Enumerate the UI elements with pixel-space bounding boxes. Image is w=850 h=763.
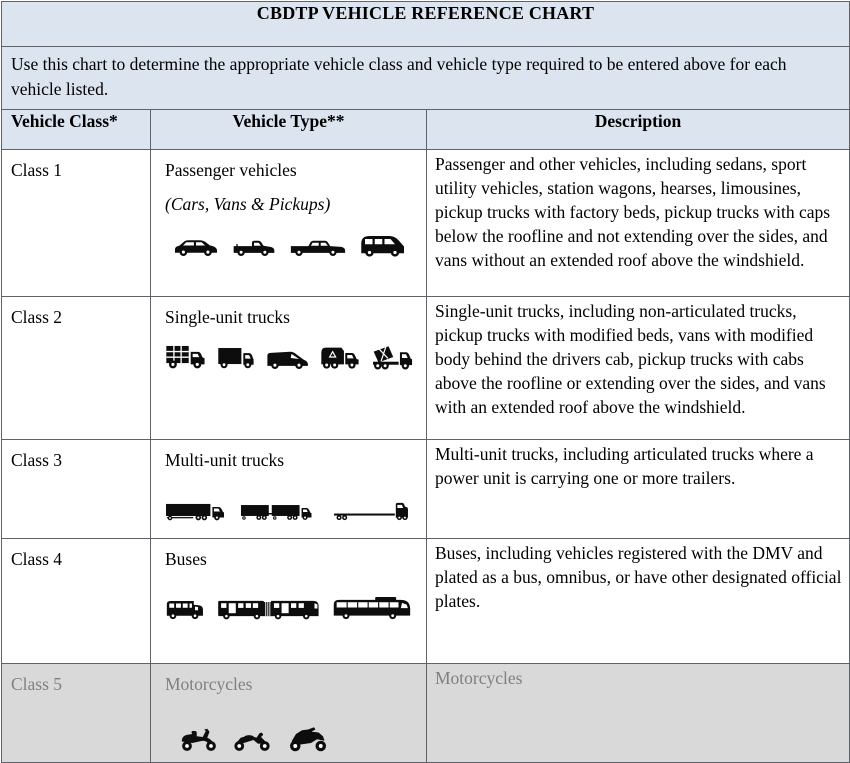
type-cell	[151, 439, 427, 538]
row-description: Multi-unit trucks, including articulated trucks where a power unit is carrying one or more trailers.	[427, 439, 850, 538]
row-description: Passenger and other vehicles, including sedans, sport utility vehicles, station wagons, hearses, limousines, pickup trucks with factory beds, pickup trucks with caps below the roofline and not extending over the sides, and vans without an extended roof above the windshield.	[427, 149, 850, 296]
crewcab-pickup-icon	[289, 238, 347, 257]
column-header-vehicle-type: Vehicle Type**	[151, 109, 427, 149]
intro-row	[2, 47, 850, 110]
double-trailer-icon	[240, 497, 325, 525]
type-cell	[151, 149, 427, 296]
vehicle-icons	[165, 233, 426, 257]
class-label: Class 1	[2, 149, 151, 296]
semi-trailer-icon	[165, 497, 232, 525]
box-truck-icon	[217, 343, 256, 371]
minivan-icon	[359, 233, 407, 257]
type-cell	[151, 296, 427, 439]
chart-intro: Use this chart to determine the appropriate vehicle class and vehicle type required to be entered above for each vehicle listed.	[2, 47, 850, 110]
row-class-4	[2, 538, 850, 663]
vehicle-icons	[165, 725, 426, 752]
row-description: Motorcycles	[427, 663, 850, 762]
class-label: Class 2	[2, 296, 151, 439]
vehicle-icons	[165, 342, 426, 371]
type-cell	[151, 663, 427, 762]
mixer-truck-icon	[371, 343, 414, 371]
column-header-description: Description	[427, 109, 850, 149]
class-label: Class 5	[2, 663, 151, 762]
type-label: Single-unit trucks	[165, 306, 290, 327]
garbage-truck-icon	[320, 343, 361, 371]
column-header-vehicle-class: Vehicle Class*	[2, 109, 151, 149]
flatbed-semi-icon	[333, 497, 414, 525]
type-label: Motorcycles	[165, 673, 253, 694]
vehicle-icons	[165, 592, 426, 623]
scooter-icon	[179, 725, 219, 752]
type-label: Passenger vehicles	[165, 159, 297, 180]
chart-title: CBDTP VEHICLE REFERENCE CHART	[2, 2, 850, 47]
class-label: Class 4	[2, 538, 151, 663]
articulated-bus-icon	[217, 594, 323, 623]
suv-icon	[173, 236, 219, 257]
cargo-van-icon	[266, 347, 310, 371]
small-bus-icon	[165, 595, 207, 623]
header-row	[2, 109, 850, 149]
row-class-1	[2, 149, 850, 296]
type-label: Multi-unit trucks	[165, 449, 285, 470]
sport-motorcycle-icon	[285, 725, 331, 752]
vehicle-icons	[165, 497, 426, 525]
type-label: Buses	[165, 548, 207, 569]
row-class-2	[2, 296, 850, 439]
row-description: Single-unit trucks, including non-articulated trucks, pickup trucks with modified beds, vans with modified body behind the drivers cab, pickup trucks with cabs above the roofline or extending over the sides, and vans with an extended roof above the windshield.	[427, 296, 850, 439]
stake-truck-icon	[165, 342, 207, 371]
row-class-5	[2, 663, 850, 762]
class-label: Class 3	[2, 439, 151, 538]
type-cell	[151, 538, 427, 663]
row-class-3	[2, 439, 850, 538]
type-sublabel: (Cars, Vans & Pickups)	[165, 193, 331, 214]
pickup-icon	[231, 238, 277, 257]
coach-bus-icon	[332, 592, 414, 623]
cruiser-motorcycle-icon	[231, 728, 273, 752]
title-row	[2, 2, 850, 47]
row-description: Buses, including vehicles registered with the DMV and plated as a bus, omnibus, or have other designated official plates.	[427, 538, 850, 663]
vehicle-reference-chart	[1, 1, 850, 763]
